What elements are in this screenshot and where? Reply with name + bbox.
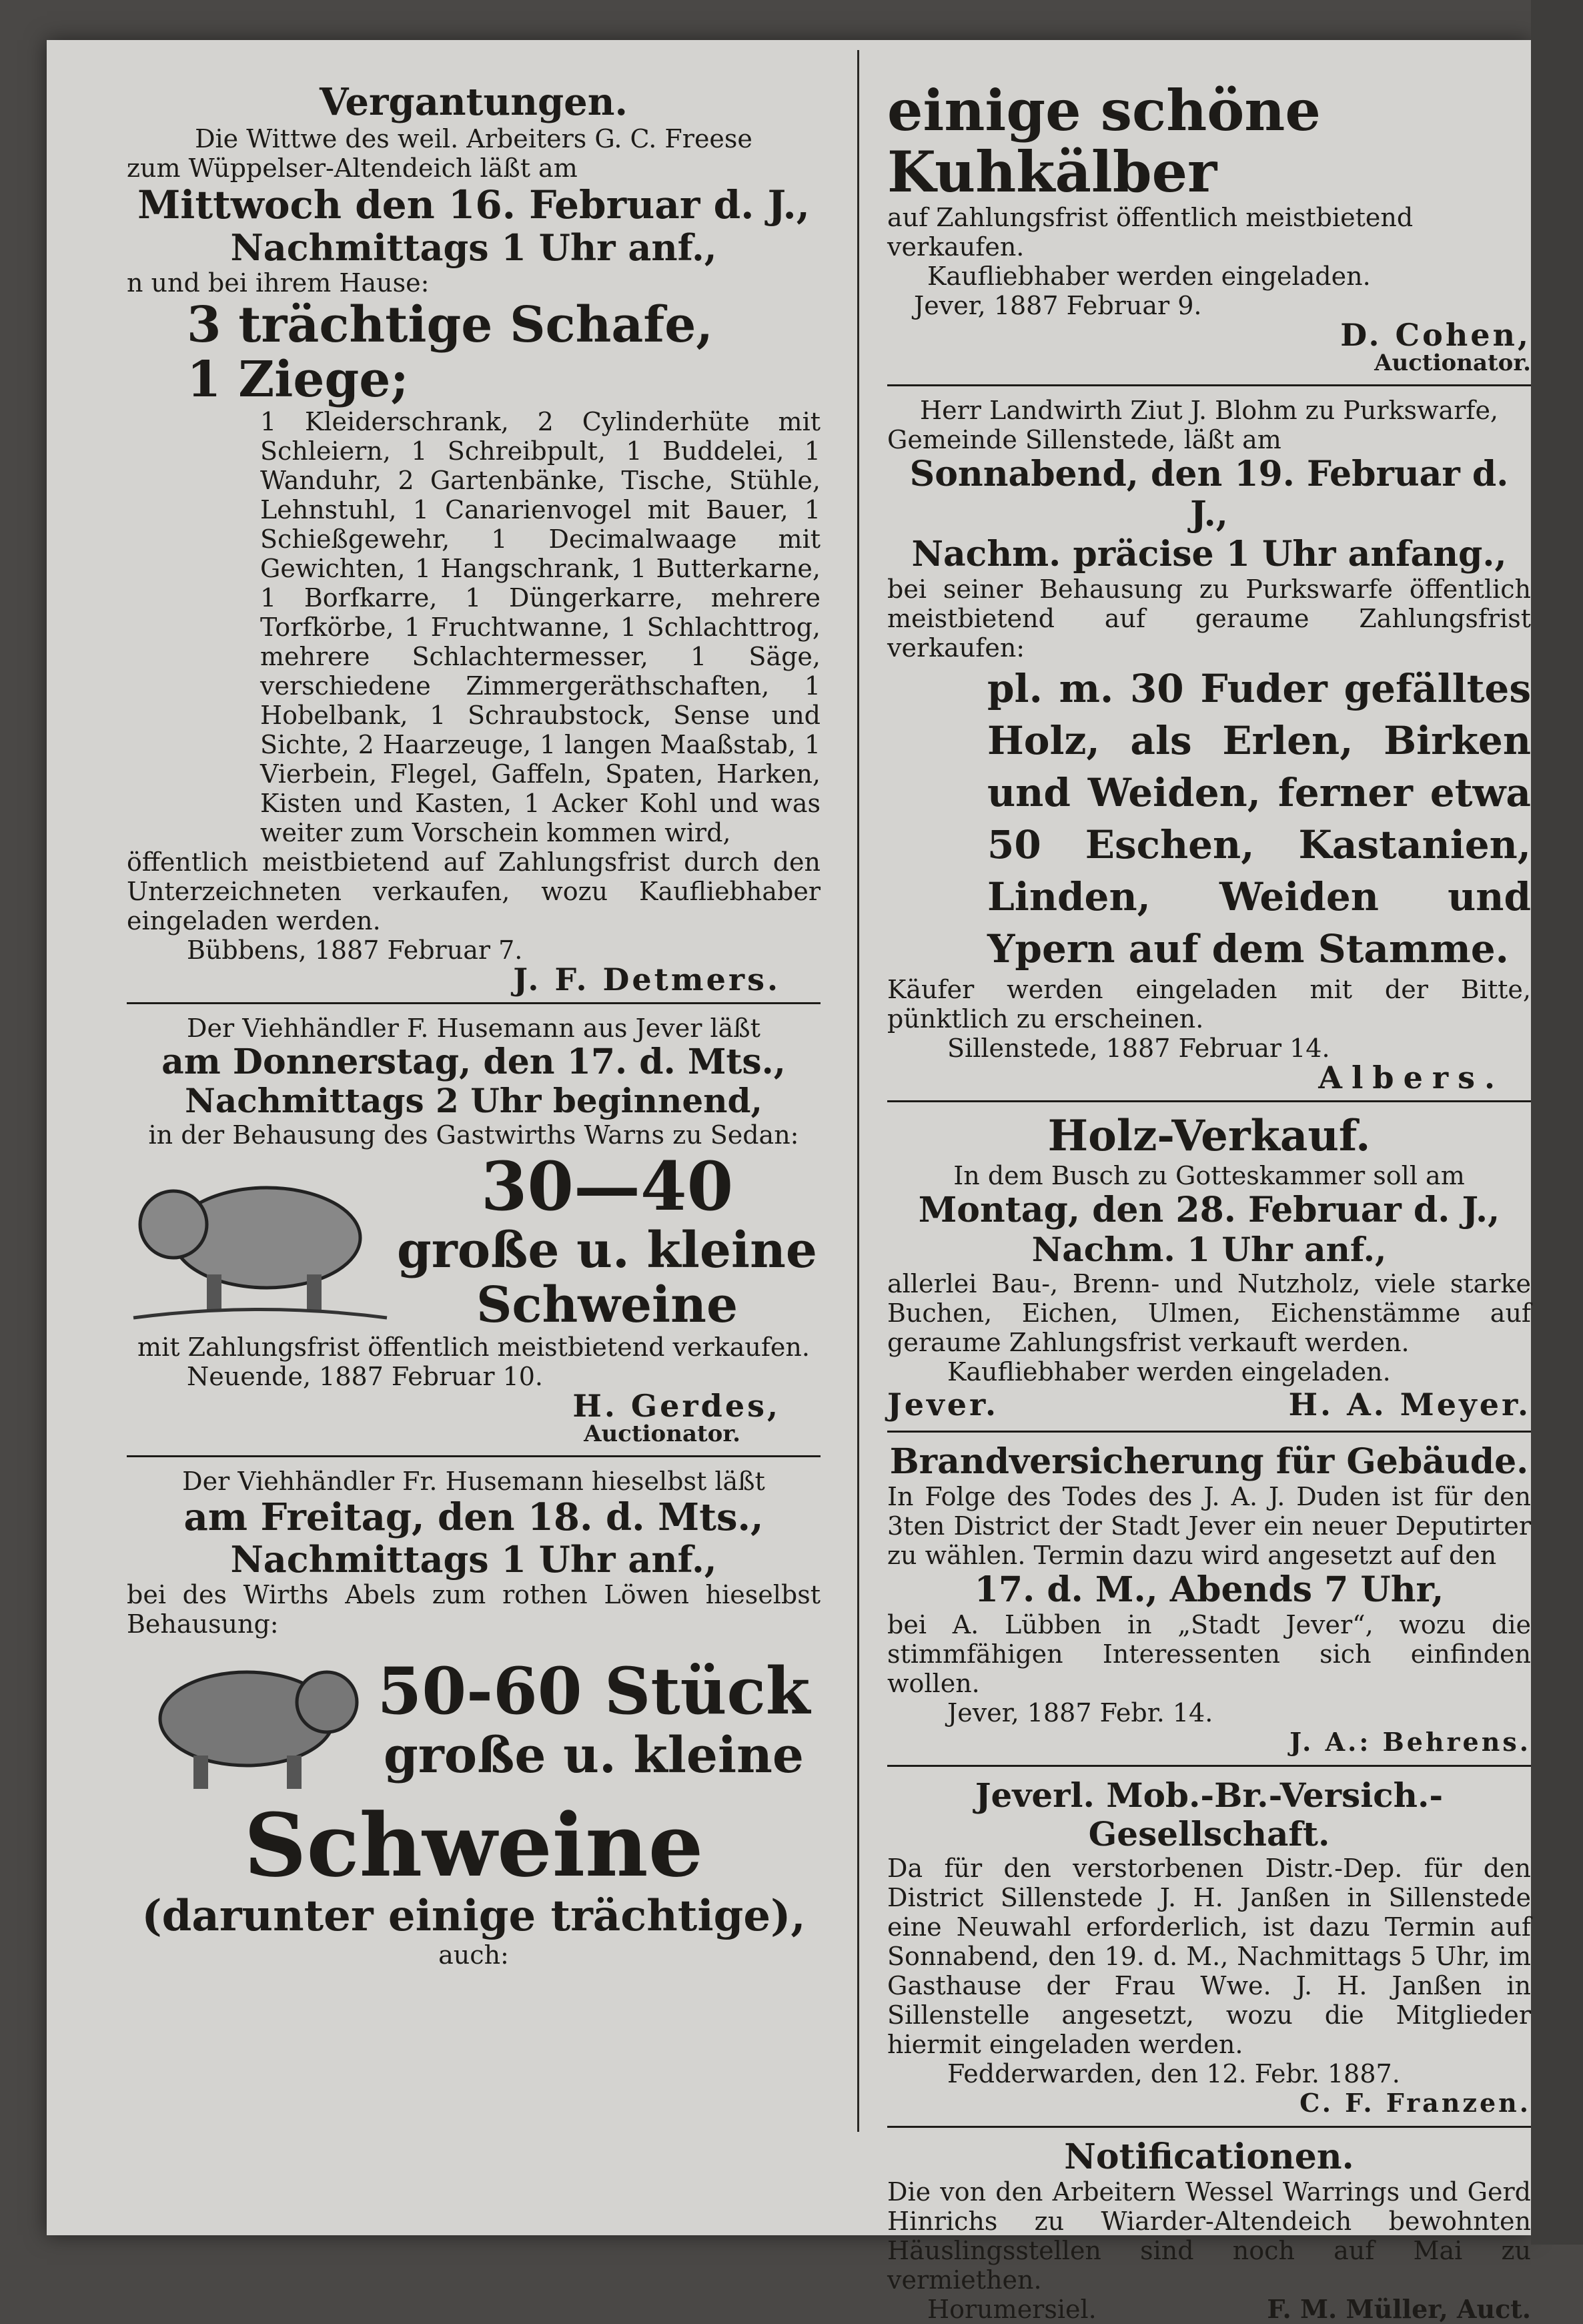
column-divider (857, 50, 859, 2132)
signature: J. A.: Behrens. (1289, 1727, 1531, 1757)
ad-body: auf Zahlungsfrist öffentlich meistbietend verkaufen. (887, 203, 1414, 262)
divider (887, 1765, 1531, 1767)
ad-date: 17. d. M., Abends 7 Uhr, (974, 1569, 1444, 1610)
left-column (127, 80, 821, 1970)
scan-edge (1531, 0, 1583, 2245)
section-title: Vergantungen. (320, 80, 628, 124)
right-column (887, 77, 1531, 2324)
signature: J. F. Detmers. (513, 961, 780, 998)
ad-intro: Der Viehhändler Fr. Husemann hieselbst läßt (182, 1467, 765, 1496)
place-date: Neuende, 1887 Februar 10. (187, 1362, 544, 1391)
ad-place: bei des Wirths Abels zum rothen Löwen hieselbst Behausung: (127, 1580, 821, 1639)
ad-time: Nachm. präcise 1 Uhr anfang., (911, 534, 1507, 574)
ad-closing: Käufer werden eingeladen mit der Bitte, pünktlich zu erscheinen. (887, 975, 1531, 1034)
signature: D. Cohen, (1340, 317, 1531, 353)
notifications-ad (887, 2137, 1531, 2324)
divider (887, 384, 1531, 386)
ad-time: Nachmittags 1 Uhr anf., (230, 226, 717, 269)
ad-closing: bei A. Lübben in „Stadt Jever“, wozu die stimmfähigen Interessenten sich einfinden wollen. (887, 1610, 1531, 1698)
ad-intro: zum Wüppelser-Altendeich läßt am (127, 153, 578, 183)
ad-count: 30—40 (480, 1147, 734, 1226)
place-date: Fedderwarden, den 12. Febr. 1887. (947, 2059, 1400, 2088)
ad-invite: Kaufliebhaber werden eingeladen. (947, 1357, 1391, 1387)
ad-date: Sonnabend, den 19. Februar d. J., (909, 454, 1509, 534)
ad-animal: Schweine (476, 1276, 738, 1334)
ad-closing: öffentlich meistbietend auf Zahlungsfrist durch den Unterzeichneten verkaufen, wozu Kaufliebhaber eingeladen werden. (127, 847, 821, 935)
auction-ad-detmers (127, 80, 821, 998)
ad-date: am Donnerstag, den 17. d. Mts., (161, 1042, 786, 1082)
signature: Albers. (1318, 1060, 1504, 1096)
ad-animal: Schweine (243, 1794, 704, 1896)
ad-time: Nachmittags 1 Uhr anf., (230, 1538, 717, 1581)
auction-ad-husemann-1 (127, 1014, 821, 1447)
divider (887, 1100, 1531, 1102)
ad-headline-item: 1 Ziege; (187, 351, 409, 408)
section-title: Holz-Verkauf. (1047, 1111, 1371, 1161)
ad-note: (darunter einige trächtige), (141, 1891, 806, 1941)
ad-size: große u. kleine (397, 1222, 817, 1279)
pig-illustration-icon (127, 1639, 367, 1799)
ad-date: am Freitag, den 18. d. Mts., (183, 1495, 764, 1539)
item-list: 1 Kleiderschrank, 2 Cylinderhüte mit Schleiern, 1 Schreibpult, 1 Buddelei, 1 Wanduhr, 2 Gartenbänke, Tische, Stühle, Lehnstuhl, 1 Canarienvogel mit Bauer, 1 Schießgewehr, 1 Decimalwaage mit Gewichten, 1 Hangschrank, 1 Butterkarne, 1 Borfkarre, 1 Düngerkarre, mehrere Torfkörbe, 1 Fruchtwanne, 1 Schlachttrog, mehrere Schlachtermesser, 1 Säge, verschiedene Zimmergeräthschaften, 1 Hobelbank, 1 Schraubstock, Sense und Sichte, 2 Haarzeuge, 1 langen Maaßstab, 1 Vierbein, Flegel, Gaffeln, Spaten, Harken, Kisten und Kasten, 1 Acker Kohl und was weiter zum Vorschein kommen wird, (260, 407, 821, 847)
divider (887, 1431, 1531, 1433)
pig-block (127, 1639, 821, 1799)
wood-sale-ad (887, 1112, 1531, 1423)
ad-body: Da für den verstorbenen Distr.-Dep. für den District Sillenstede J. H. Janßen in Sillenstede eine Neuwahl erforderlich, ist dazu Termin auf Sonnabend, den 19. d. M., Nachmittags 5 Uhr, im Gasthause der Frau Wwe. J. H. Janßen in Sillenstelle angesetzt, wozu die Mitglieder hiermit eingeladen werden. (887, 1854, 1531, 2059)
ad-intro: Die Wittwe des weil. Arbeiters G. C. Freese (195, 124, 752, 153)
place: Jever. (887, 1387, 999, 1423)
ad-intro: Der Viehhändler F. Husemann aus Jever läßt (187, 1014, 760, 1043)
ad-intro: In dem Busch zu Gotteskammer soll am (953, 1161, 1465, 1190)
divider (127, 1002, 821, 1004)
ad-body: allerlei Bau-, Brenn- und Nutzholz, viele starke Buchen, Eichen, Ulmen, Eichenstämme auf geraume Zahlungsfrist verkauft werden. (887, 1269, 1531, 1357)
ad-date: Montag, den 28. Februar d. J., (918, 1190, 1500, 1230)
signature-line (887, 2295, 1531, 2324)
auction-ad-cohen (887, 77, 1531, 376)
signature: H. A. Meyer. (1288, 1387, 1531, 1423)
ad-goods: pl. m. 30 Fuder gefälltes Holz, als Erlen, Birken und Weiden, ferner etwa 50 Eschen, Kastanien, Linden, Weiden und Ypern auf dem Stamme. (987, 666, 1531, 972)
pig-block (127, 1147, 821, 1334)
mobile-insurance-ad (887, 1776, 1531, 2118)
signature-line (887, 1387, 1531, 1423)
ad-place: in der Behausung des Gastwirths Warns zu Sedan: (148, 1120, 799, 1150)
ad-place: n und bei ihrem Hause: (127, 268, 430, 298)
place-date: Sillenstede, 1887 Februar 14. (947, 1034, 1330, 1063)
ad-time: Nachmittags 2 Uhr beginnend, (185, 1081, 762, 1120)
place-date: Bübbens, 1887 Februar 7. (187, 935, 523, 965)
ad-closing: mit Zahlungsfrist öffentlich meistbietend verkaufen. (137, 1332, 810, 1362)
ad-place: bei seiner Behausung zu Purkswarfe öffentlich meistbietend auf geraume Zahlungsfrist verkaufen: (887, 574, 1531, 663)
auction-ad-husemann-2 (127, 1467, 821, 1970)
place-date: Jever, 1887 Februar 9. (914, 291, 1202, 320)
signature: C. F. Franzen. (1299, 2088, 1531, 2118)
ad-date: Mittwoch den 16. Februar d. J., (137, 182, 810, 228)
place: Horumersiel. (927, 2295, 1097, 2324)
pig-illustration-icon (127, 1151, 394, 1331)
ad-size: große u. kleine (384, 1727, 804, 1784)
signature-role: Auctionator. (584, 1421, 740, 1447)
ad-intro: Gemeinde Sillenstede, läßt am (887, 425, 1281, 454)
ad-headline-item: 3 trächtige Schafe, (187, 296, 714, 354)
divider (127, 1455, 821, 1457)
section-title: Brandversicherung für Gebäude. (889, 1441, 1529, 1482)
signature-role: Auctionator. (1374, 350, 1531, 376)
signature: F. M. Müller, Auct. (1267, 2294, 1531, 2324)
signature: H. Gerdes, (572, 1388, 780, 1424)
section-title: Jeverl. Mob.-Br.-Versich.-Gesellschaft. (975, 1776, 1444, 1854)
divider (887, 2126, 1531, 2128)
ad-time: Nachm. 1 Uhr anf., (1031, 1230, 1387, 1269)
auction-ad-albers (887, 396, 1531, 1096)
section-title: Notificationen. (1064, 2137, 1354, 2177)
ad-tail: auch: (438, 1940, 509, 1970)
ad-body: Kaufliebhaber werden eingeladen. (927, 262, 1371, 291)
ad-count: 50-60 Stück (377, 1653, 811, 1729)
ad-headline: einige schöne Kuhkälber (887, 77, 1321, 205)
place-date: Jever, 1887 Febr. 14. (947, 1698, 1213, 1727)
ad-body: In Folge des Todes des J. A. J. Duden ist für den 3ten District der Stadt Jever ein neuer Deputirter zu wählen. Termin dazu wird angesetzt auf den (887, 1482, 1531, 1570)
ad-body: Die von den Arbeitern Wessel Warrings und Gerd Hinrichs zu Wiarder-Altendeich bewohnten Häuslingsstellen sind noch auf Mai zu vermiethen. (887, 2177, 1531, 2295)
ad-intro: Herr Landwirth Ziut J. Blohm zu Purkswarfe, (919, 396, 1499, 425)
fire-insurance-ad (887, 1442, 1531, 1757)
